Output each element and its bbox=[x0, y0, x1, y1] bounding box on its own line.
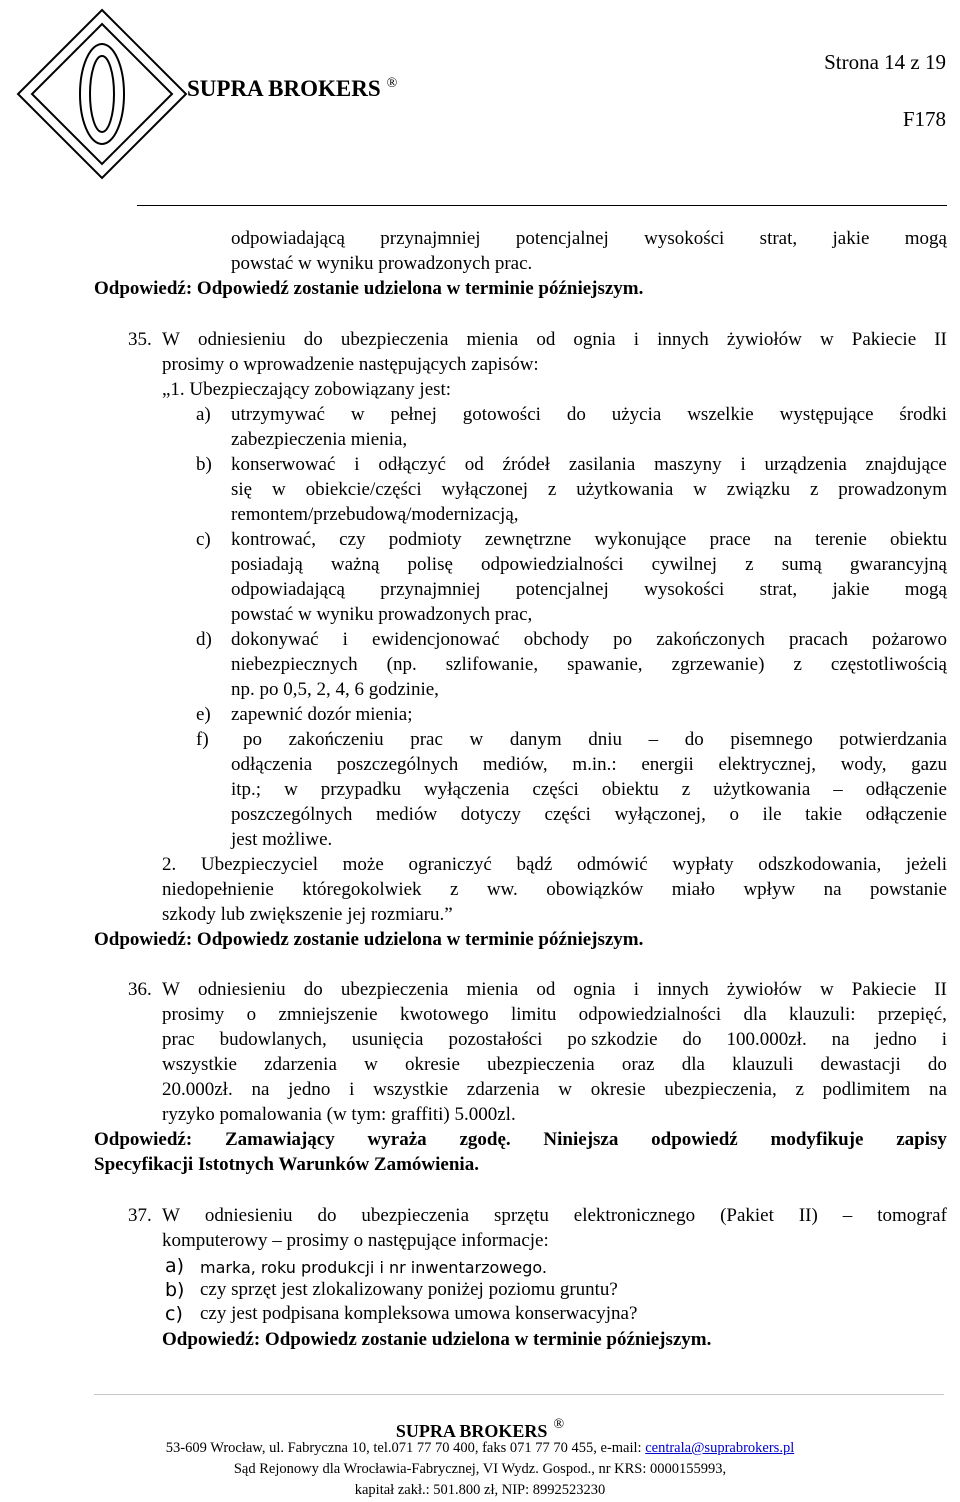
word: poszczególnych bbox=[231, 804, 353, 825]
word: Pakiecie bbox=[851, 329, 917, 350]
list-label: c) bbox=[165, 1303, 183, 1325]
word: powstanie bbox=[869, 879, 947, 900]
word: ważną bbox=[330, 554, 380, 575]
word: na bbox=[928, 1079, 947, 1100]
word: prosimy bbox=[162, 1004, 225, 1025]
word: pozostałości bbox=[448, 1029, 543, 1050]
word: na bbox=[831, 1029, 850, 1050]
word: obiektu bbox=[890, 529, 947, 550]
word: 100.000zł. bbox=[726, 1029, 807, 1050]
word: pożarowo bbox=[872, 629, 947, 650]
word: ognia bbox=[573, 979, 616, 1000]
word: jedno bbox=[874, 1029, 917, 1050]
header-divider bbox=[137, 205, 947, 206]
word: mediów bbox=[375, 804, 438, 825]
word: zakończonych bbox=[656, 629, 765, 650]
word: cywilnej bbox=[651, 554, 718, 575]
word: wyłączonej bbox=[441, 479, 529, 500]
list-label: b) bbox=[165, 1279, 185, 1301]
word: prac bbox=[410, 729, 443, 750]
word: odpowiedzialności bbox=[481, 554, 624, 575]
word: i bbox=[349, 1079, 355, 1100]
word: wpływ bbox=[743, 879, 796, 900]
word: dewastacji bbox=[820, 1054, 901, 1075]
word: odpowiedź bbox=[651, 1129, 738, 1150]
word: po bbox=[243, 729, 262, 750]
word: Niniejsza bbox=[543, 1129, 619, 1150]
word: przepięć, bbox=[877, 1004, 947, 1025]
word: innych bbox=[657, 329, 709, 350]
word: kontrować, bbox=[231, 529, 316, 550]
word: związku bbox=[726, 479, 791, 500]
word: w bbox=[819, 979, 834, 1000]
body-line bbox=[162, 1078, 947, 1102]
word: zasilania bbox=[568, 454, 636, 475]
word: gwarancyjną bbox=[849, 554, 947, 575]
word: wszystkie bbox=[162, 1054, 237, 1075]
form-code: F178 bbox=[902, 107, 946, 131]
word: spawanie, bbox=[567, 654, 643, 675]
word: 2. bbox=[162, 854, 177, 875]
list-label: e) bbox=[196, 704, 211, 725]
answer-line: Specyfikacji Istotnych Warunków Zamówienia. bbox=[94, 1154, 479, 1175]
word: obchody bbox=[523, 629, 590, 650]
word: z bbox=[809, 479, 819, 500]
body-line bbox=[162, 978, 947, 1002]
word: energii bbox=[641, 754, 694, 775]
word: polisę bbox=[407, 554, 453, 575]
word: (Pakiet bbox=[720, 1205, 774, 1226]
word: jeżeli bbox=[905, 854, 947, 875]
word: gotowości bbox=[462, 404, 541, 425]
word: potencjalnej bbox=[515, 228, 609, 249]
word: dniu bbox=[588, 729, 623, 750]
word: dotyczy bbox=[460, 804, 521, 825]
word: czy bbox=[339, 529, 366, 550]
body-line bbox=[162, 1028, 947, 1052]
word: m.in.: bbox=[572, 754, 617, 775]
word: elektronicznego bbox=[573, 1205, 696, 1226]
word: zdarzenia bbox=[264, 1054, 337, 1075]
word: wyraża bbox=[367, 1129, 427, 1150]
body-line bbox=[162, 878, 947, 902]
word: maszyny bbox=[654, 454, 722, 475]
word: w bbox=[469, 729, 484, 750]
word: występujące bbox=[779, 404, 874, 425]
body-line bbox=[162, 1053, 947, 1077]
word: w bbox=[364, 1054, 378, 1075]
word: do bbox=[684, 729, 704, 750]
word: obiekcie/części bbox=[305, 479, 422, 500]
word: użytkowania bbox=[713, 779, 811, 800]
body-line: jest możliwe. bbox=[231, 829, 333, 850]
word: na bbox=[251, 1079, 270, 1100]
word: odłączenie bbox=[865, 779, 947, 800]
word: W bbox=[162, 1205, 180, 1226]
body-line bbox=[231, 528, 947, 552]
word: dokonywać bbox=[231, 629, 319, 650]
body-line: powstać w wyniku prowadzonych prac. bbox=[231, 253, 533, 274]
body-line: marka, roku produkcji i nr inwentarzowego. bbox=[200, 1258, 547, 1277]
word: klauzuli: bbox=[789, 1004, 856, 1025]
word: mienia bbox=[466, 979, 519, 1000]
answer-line: Odpowiedź: Odpowiedz zostanie udzielona w terminie późniejszym. bbox=[94, 929, 644, 950]
body-line bbox=[243, 728, 947, 752]
word: w bbox=[558, 1079, 573, 1100]
word: limitu bbox=[510, 1004, 557, 1025]
word: potwierdzania bbox=[839, 729, 947, 750]
page-number: Strona 14 z 19 bbox=[824, 50, 946, 74]
header-brand: SUPRA BROKERS ® bbox=[187, 76, 398, 101]
word: II) bbox=[798, 1205, 818, 1226]
word: mienia bbox=[466, 329, 519, 350]
word: posiadają bbox=[231, 554, 303, 575]
word: urządzenia bbox=[764, 454, 847, 475]
word: (np. bbox=[386, 654, 417, 675]
word: wszelkie bbox=[687, 404, 754, 425]
word: Zamawiający bbox=[224, 1129, 335, 1150]
word: danym bbox=[509, 729, 562, 750]
word: dla bbox=[681, 1054, 705, 1075]
word: do bbox=[317, 1205, 337, 1226]
word: terenie bbox=[815, 529, 867, 550]
word: z bbox=[745, 554, 754, 575]
word: wysokości bbox=[644, 228, 725, 249]
word: może bbox=[342, 854, 384, 875]
word: na bbox=[773, 529, 792, 550]
word: od bbox=[536, 329, 556, 350]
word: o bbox=[246, 1004, 257, 1025]
word: po szkodzie bbox=[567, 1029, 658, 1050]
question-number: 37. bbox=[128, 1205, 152, 1226]
word: zgodę. bbox=[459, 1129, 511, 1150]
body-line: „1. Ubezpieczający zobowiązany jest: bbox=[162, 379, 452, 400]
word: zdarzenia bbox=[466, 1079, 540, 1100]
word: z bbox=[449, 879, 459, 900]
body-line: ryzyko pomalowania (w tym: graffiti) 5.000zl. bbox=[162, 1104, 516, 1125]
word: wszystkie bbox=[373, 1079, 449, 1100]
body-line: zabezpieczenia mienia, bbox=[231, 429, 408, 450]
word: części bbox=[532, 779, 579, 800]
footer-capital: kapitał zakł.: 501.800 zł, NIP: 8992523230 bbox=[354, 1482, 606, 1498]
body-line: komputerowy – prosimy o następujące informacje: bbox=[162, 1230, 549, 1251]
word: w bbox=[271, 479, 286, 500]
word: tomograf bbox=[877, 1205, 947, 1226]
word: do bbox=[682, 1029, 702, 1050]
word: z bbox=[547, 479, 557, 500]
question-number: 36. bbox=[128, 979, 152, 1000]
word: niebezpiecznych bbox=[231, 654, 358, 675]
word: ubezpieczenia bbox=[340, 979, 449, 1000]
word: niedopełnienie bbox=[162, 879, 274, 900]
word: sumą bbox=[781, 554, 822, 575]
word: do bbox=[927, 1054, 947, 1075]
word: ewidencjonować bbox=[371, 629, 500, 650]
word: zgrzewanie) bbox=[671, 654, 765, 675]
word: mogą bbox=[904, 579, 947, 600]
word: użycia bbox=[611, 404, 662, 425]
list-label: b) bbox=[196, 454, 212, 475]
body-line bbox=[162, 853, 947, 877]
word: ograniczyć bbox=[408, 854, 492, 875]
word: potencjalnej bbox=[515, 579, 609, 600]
word: jakie bbox=[832, 579, 870, 600]
body-line: remontem/przebudową/modernizacją, bbox=[231, 504, 519, 525]
word: Ubezpieczyciel bbox=[200, 854, 318, 875]
word: wypłaty bbox=[672, 854, 734, 875]
word: obowiązków bbox=[546, 879, 644, 900]
word: któregokolwiek bbox=[302, 879, 422, 900]
word: użytkowania bbox=[576, 479, 674, 500]
word: budowlanych, bbox=[219, 1029, 327, 1050]
word: obiektu bbox=[601, 779, 659, 800]
word: na bbox=[823, 879, 842, 900]
word: odpowiadającą bbox=[231, 579, 345, 600]
word: w bbox=[693, 479, 707, 500]
word: ile bbox=[762, 804, 782, 825]
word: kwotowego bbox=[399, 1004, 489, 1025]
word: poszczególnych bbox=[336, 754, 459, 775]
footer-brand: SUPRA BROKERS ® bbox=[395, 1417, 565, 1441]
body-line: np. po 0,5, 2, 4, 6 godzinie, bbox=[231, 679, 439, 700]
word: podmioty bbox=[388, 529, 462, 550]
word: i bbox=[633, 979, 639, 1000]
word: odszkodowania, bbox=[758, 854, 882, 875]
word: W bbox=[162, 979, 180, 1000]
word: źródeł bbox=[502, 454, 550, 475]
word: gazu bbox=[911, 754, 947, 775]
word: takie bbox=[805, 804, 843, 825]
word: bądź bbox=[516, 854, 553, 875]
list-label: d) bbox=[196, 629, 212, 650]
word: ubezpieczenia, bbox=[664, 1079, 777, 1100]
word: zapisy bbox=[896, 1129, 947, 1150]
word: Pakiecie bbox=[851, 979, 917, 1000]
word: podlimitem bbox=[822, 1079, 911, 1100]
body-line: czy jest podpisana kompleksowa umowa konserwacyjna? bbox=[200, 1303, 638, 1324]
answer-line: Odpowiedź: Odpowiedz zostanie udzielona w terminie późniejszym. bbox=[162, 1329, 712, 1350]
word: itp.; bbox=[231, 779, 262, 800]
word: Odpowiedź: bbox=[94, 1129, 193, 1150]
word: odpowiedzialności bbox=[578, 1004, 722, 1025]
list-label: c) bbox=[196, 529, 211, 550]
word: W bbox=[162, 329, 180, 350]
word: odniesieniu bbox=[204, 1205, 293, 1226]
word: – bbox=[648, 729, 659, 750]
body-line: czy sprzęt jest zlokalizowany poniżej poziomu gruntu? bbox=[200, 1279, 618, 1300]
word: II bbox=[934, 979, 947, 1000]
word: konserwować bbox=[231, 454, 336, 475]
company-logo bbox=[14, 6, 190, 182]
word: zewnętrzne bbox=[484, 529, 572, 550]
word: klauzuli bbox=[732, 1054, 794, 1075]
list-label: f) bbox=[196, 729, 209, 750]
word: i bbox=[342, 629, 348, 650]
word: po bbox=[613, 629, 633, 650]
word: żywiołów bbox=[726, 979, 802, 1000]
body-line: szkody lub zwiększenie jej rozmiaru.” bbox=[162, 904, 453, 925]
word: usunięcia bbox=[351, 1029, 424, 1050]
word: szlifowanie, bbox=[445, 654, 539, 675]
word: z bbox=[681, 779, 691, 800]
word: wykonujące bbox=[594, 529, 687, 550]
word: ubezpieczenia bbox=[361, 1205, 469, 1226]
word: prace bbox=[709, 529, 751, 550]
word: i bbox=[354, 454, 360, 475]
word: prac bbox=[162, 1029, 195, 1050]
footer-email-link[interactable]: centrala@suprabrokers.pl bbox=[645, 1440, 795, 1456]
word: pisemnego bbox=[730, 729, 813, 750]
word: do bbox=[303, 979, 323, 1000]
word: oraz bbox=[621, 1054, 655, 1075]
word: pracach bbox=[788, 629, 848, 650]
body-line: powstać w wyniku prowadzonych prac, bbox=[231, 604, 533, 625]
body-line bbox=[231, 478, 947, 502]
word: odniesieniu bbox=[198, 329, 286, 350]
body-line bbox=[231, 628, 947, 652]
body-line bbox=[162, 1003, 947, 1027]
body-line bbox=[231, 578, 947, 602]
word: – bbox=[842, 1205, 853, 1226]
word: – bbox=[833, 779, 843, 800]
body-line bbox=[231, 553, 947, 577]
word: odniesieniu bbox=[198, 979, 286, 1000]
word: zakończeniu bbox=[288, 729, 384, 750]
word: od bbox=[464, 454, 484, 475]
footer-address: 53-609 Wrocław, ul. Fabryczna 10, tel.071 77 70 400, faks 071 77 70 455, e-mail: centrala@suprabrokers.pl bbox=[165, 1440, 795, 1456]
word: zmniejszenie bbox=[278, 1004, 378, 1025]
word: II bbox=[934, 329, 947, 350]
word: odłączyć bbox=[378, 454, 446, 475]
word: dla bbox=[743, 1004, 767, 1025]
body-line bbox=[231, 803, 947, 827]
body-line bbox=[231, 653, 947, 677]
word: wyłączonej, bbox=[614, 804, 706, 825]
word: w bbox=[819, 329, 834, 350]
word: jedno bbox=[288, 1079, 331, 1100]
word: i bbox=[633, 329, 639, 350]
word: środki bbox=[899, 404, 947, 425]
word: od bbox=[536, 979, 556, 1000]
answer-line bbox=[94, 1128, 947, 1152]
body-line: zapewnić dozór mienia; bbox=[231, 704, 413, 725]
word: strat, bbox=[759, 228, 798, 249]
body-line: prosimy o wprowadzenie następujących zapisów: bbox=[162, 354, 539, 375]
word: o bbox=[729, 804, 739, 825]
word: częstotliwością bbox=[830, 654, 947, 675]
word: 20.000zł. bbox=[162, 1079, 233, 1100]
word: okresie bbox=[405, 1054, 460, 1075]
word: przypadku bbox=[320, 779, 401, 800]
word: odłączenie bbox=[865, 804, 947, 825]
word: przynajmniej bbox=[380, 228, 481, 249]
word: utrzymywać bbox=[231, 404, 325, 425]
word: pełnej bbox=[390, 404, 437, 425]
word: jakie bbox=[832, 228, 870, 249]
answer-line: Odpowiedź: Odpowiedź zostanie udzielona w terminie późniejszym. bbox=[94, 278, 644, 299]
list-label: a) bbox=[165, 1255, 185, 1277]
word: się bbox=[231, 479, 253, 500]
word: odłączenia bbox=[231, 754, 313, 775]
word: ognia bbox=[573, 329, 616, 350]
word: wysokości bbox=[644, 579, 725, 600]
word: modyfikuje bbox=[770, 1129, 864, 1150]
word: do bbox=[566, 404, 586, 425]
word: i bbox=[740, 454, 746, 475]
word: z bbox=[795, 1079, 804, 1100]
word: wyłączenia bbox=[423, 779, 510, 800]
word: miało bbox=[671, 879, 716, 900]
word: znajdujące bbox=[865, 454, 947, 475]
list-label: a) bbox=[196, 404, 211, 425]
word: ubezpieczenia bbox=[340, 329, 449, 350]
body-line bbox=[231, 227, 947, 251]
word: innych bbox=[657, 979, 709, 1000]
word: strat, bbox=[759, 579, 798, 600]
body-line bbox=[231, 778, 947, 802]
word: w bbox=[350, 404, 365, 425]
word: odmówić bbox=[577, 854, 648, 875]
word: części bbox=[544, 804, 591, 825]
word: ww. bbox=[486, 879, 518, 900]
word: ubezpieczenia bbox=[487, 1054, 595, 1075]
word: sprzętu bbox=[493, 1205, 549, 1226]
word: do bbox=[303, 329, 323, 350]
word: z bbox=[793, 654, 802, 675]
word: elektrycznej, bbox=[718, 754, 817, 775]
body-line bbox=[162, 1204, 947, 1228]
word: odpowiadającą bbox=[231, 228, 345, 249]
word: przynajmniej bbox=[380, 579, 481, 600]
word: mogą bbox=[904, 228, 947, 249]
word: żywiołów bbox=[726, 329, 802, 350]
question-number: 35. bbox=[128, 329, 152, 350]
body-line bbox=[162, 328, 947, 352]
footer-divider bbox=[94, 1394, 944, 1395]
word: mediów, bbox=[482, 754, 548, 775]
body-line bbox=[231, 753, 947, 777]
footer-court: Sąd Rejonowy dla Wrocławia-Fabrycznej, VI Wydz. Gospod., nr KRS: 0000155993, bbox=[233, 1461, 727, 1477]
body-line bbox=[231, 403, 947, 427]
word: wody, bbox=[840, 754, 887, 775]
word: i bbox=[941, 1029, 947, 1050]
body-line bbox=[231, 453, 947, 477]
word: okresie bbox=[590, 1079, 646, 1100]
word: prowadzonym bbox=[838, 479, 947, 500]
word: w bbox=[284, 779, 298, 800]
